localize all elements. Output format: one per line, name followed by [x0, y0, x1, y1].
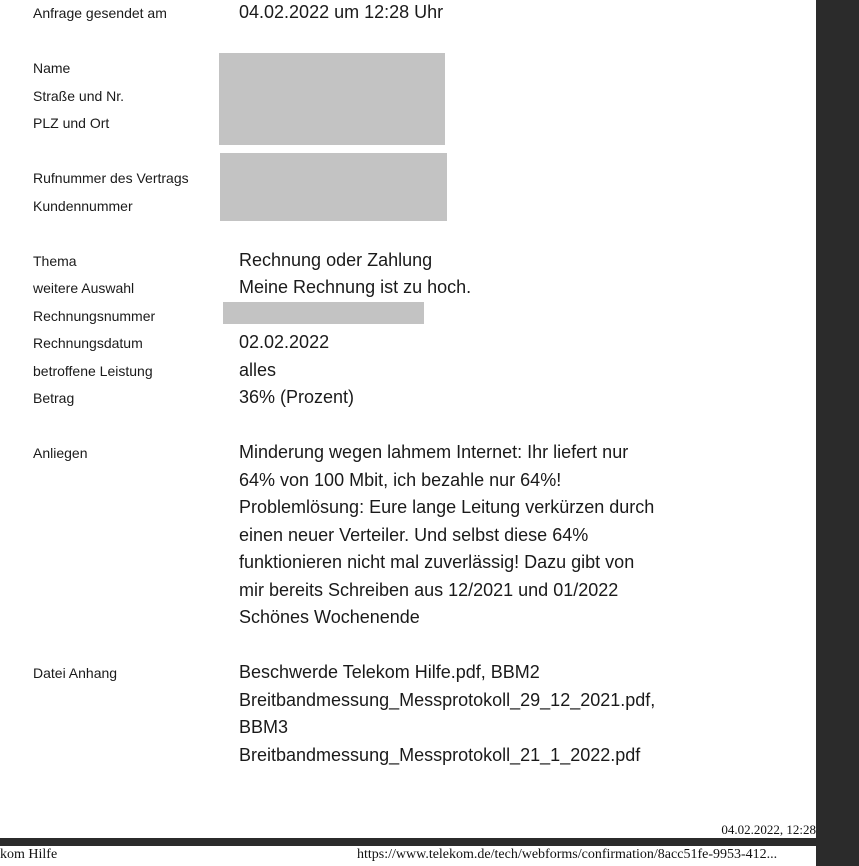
attachment-line: Beschwerde Telekom Hilfe.pdf, BBM2 [239, 662, 540, 682]
label-phone: Rufnummer des Vertrags [33, 170, 189, 186]
label-invoice-date: Rechnungsdatum [33, 335, 143, 351]
label-sent-at: Anfrage gesendet am [33, 5, 167, 21]
label-attachment: Datei Anhang [33, 665, 118, 681]
concern-line: Schönes Wochenende [239, 607, 420, 627]
attachment-line: Breitbandmessung_Messprotokoll_29_12_2021.pdf, [239, 689, 656, 710]
label-name: Name [33, 60, 71, 76]
concern-line: einen neuer Verteiler. Und selbst diese 64% [239, 524, 589, 545]
attachment-line: Breitbandmessung_Messprotokoll_21_1_2022.pdf [239, 744, 641, 765]
redaction-address [219, 53, 445, 145]
label-service: betroffene Leistung [33, 363, 153, 379]
concern-line: funktionieren nicht mal zuverlässig! Dazu gibt von [239, 552, 635, 572]
concern-line: 64% von 100 Mbit, ich bezahle nur 64%! [239, 469, 562, 490]
value-invoice-date: 02.02.2022 [239, 332, 330, 352]
redaction-invoice-number [223, 302, 424, 324]
label-topic: Thema [33, 253, 77, 269]
label-city: PLZ und Ort [33, 115, 110, 131]
attachment-line: BBM3 [239, 717, 289, 737]
page-divider [0, 838, 816, 846]
value-concern [239, 439, 669, 632]
value-sent-at: 04.02.2022 um 12:28 Uhr [239, 2, 444, 22]
value-service: alles [239, 360, 277, 380]
print-footer-title: kom Hilfe [0, 847, 58, 862]
label-street: Straße und Nr. [33, 88, 125, 104]
concern-line: Problemlösung: Eure lange Leitung verkürzen durch [239, 497, 655, 517]
value-attachment [239, 659, 669, 769]
print-date: 04.02.2022, 12:28 [721, 822, 816, 837]
value-amount: 36% (Prozent) [239, 387, 355, 407]
label-subtopic: weitere Auswahl [33, 280, 135, 296]
print-footer-url: https://www.telekom.de/tech/webforms/confirmation/8acc51fe-9953-412... [357, 847, 778, 862]
label-invoice-number: Rechnungsnummer [33, 308, 156, 324]
redaction-contract [220, 153, 447, 221]
concern-line: Minderung wegen lahmem Internet: Ihr liefert nur [239, 442, 629, 462]
value-topic: Rechnung oder Zahlung [239, 250, 433, 270]
value-subtopic: Meine Rechnung ist zu hoch. [239, 277, 472, 297]
label-amount: Betrag [33, 390, 75, 406]
viewer-side-panel [816, 0, 859, 866]
concern-line: mir bereits Schreiben aus 12/2021 und 01/2022 [239, 579, 619, 600]
label-customer-number: Kundennummer [33, 198, 133, 214]
label-concern: Anliegen [33, 445, 88, 461]
